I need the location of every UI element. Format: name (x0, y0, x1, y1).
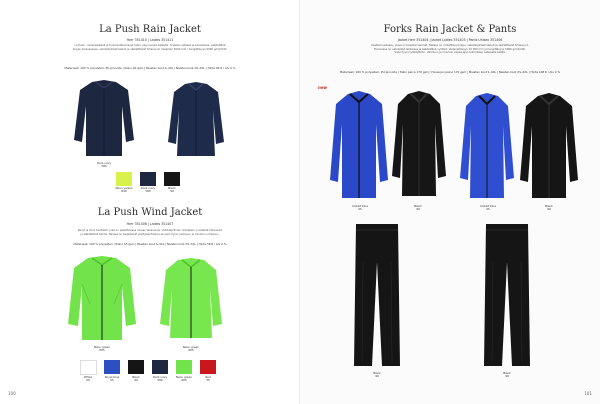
forks-jacket-black-men-image (518, 92, 580, 202)
forks-pants-caption: Black 99 (373, 371, 381, 379)
swatch-white[interactable] (80, 360, 97, 375)
swatch-label: Dark navy 580 (140, 186, 156, 194)
forks-material: Materiaali: 100 % polyesteri, PU-pinnoite | Takin paino 170 gsm | Housujen paino 170 gsm | Miesten koot S–4XL | Naisten koot XS–XXL | Hinta 108 € / Alv 0 % (339, 70, 561, 74)
swatch-dark-navy[interactable] (152, 360, 168, 374)
desc-line: La Push - vedenkestävä ja tuulenpitävä kevyt takki, joka suojaa sateelta. Tuuletus selässä ja kainaloissa, säädettävä (74, 44, 226, 47)
forks-jacket-black-ladies-image (390, 90, 448, 202)
page-number-left: 100 (8, 391, 16, 396)
push-wind-jacket-ladies-image (158, 256, 224, 342)
forks-jacket-caption: Black 99 (545, 204, 553, 212)
desc-line: Housuissa on vetoketjut lahkeissa ja säädettävä vyötärö. Vedenpitävyys 10 000 mm ja hengittävyys 5000 g/m2/24h. (374, 47, 526, 51)
desc-line: Sopii hyvin työkäyttöön, ulkoiluun ja muuhun vapaa-ajan toimintaan sateisella säällä. (394, 51, 506, 55)
push-rain-description (20, 44, 280, 51)
forks-jacket-caption: Black 99 (414, 204, 422, 212)
swatch-black[interactable] (164, 172, 180, 186)
desc-line: ja säädettävä helma. Takissa on heijastavat yksityiskohdat ja se sopii hyvin juoksuun ja muuhun urheiluun. (80, 232, 220, 236)
push-rain-meta: Herr 351410 | Ladies 351411 (126, 38, 174, 42)
push-wind-men-caption: Neon green 605 (93, 345, 111, 353)
forks-description (320, 44, 580, 55)
right-page (300, 0, 600, 404)
swatch-label: Royal blue 55 (104, 375, 120, 383)
swatch-label: Neon green 605 (175, 375, 193, 383)
push-rain-jacket-men-image (72, 78, 136, 160)
push-wind-material: Materiaali: 100 % polyesteri | Paino 65 gsm | Miesten koot S–4XL | Naisten koot XS–XXL | Hinta 58 € / Alv 0 % (73, 242, 227, 246)
desc-line: Kevyt ja ohut tuulitakki, joka on pakattavissa omaan taskuunsa. Vetoketjullinen rintatasku, joustavat hihansuut (77, 229, 223, 232)
swatch-neon-green[interactable] (176, 360, 192, 374)
forks-jacket-caption: Cobalt blue 55 (352, 204, 368, 212)
push-rain-material: Materiaali: 100 % polyesteri, PU-pinnoite | Paino 90 gsm | Miesten koot S–4XL | Naisten koot XS–XXL | Hinta 84 € / Alv 0 % (64, 66, 236, 70)
forks-pants-2-image (482, 222, 532, 368)
swatch-neon-yellow[interactable] (116, 172, 132, 186)
push-wind-description (20, 229, 280, 236)
push-wind-jacket-men-image (66, 254, 138, 344)
push-rain-jacket-ladies-image (166, 80, 226, 160)
push-rain-title: La Push Rain Jacket (99, 24, 201, 35)
new-badge: new (318, 85, 328, 90)
swatch-label: Black 99 (132, 375, 140, 383)
forks-pants-1-image (352, 222, 402, 368)
swatch-label: Red 35 (205, 375, 211, 383)
swatch-red[interactable] (200, 360, 216, 374)
desc-line: huppu kauluksessa, vetoketjulliset taskut ja säädettävät hihansuut. Vesipilari 5000 mm / hengittävyys 5000 g/m2/24h. (72, 47, 228, 51)
forks-title: Forks Rain Jacket & Pants (383, 24, 517, 35)
forks-jacket-cobalt-men-image (328, 90, 390, 202)
swatch-royal-blue[interactable] (104, 360, 120, 374)
forks-jacket-cobalt-ladies-image (458, 92, 516, 202)
swatch-black[interactable] (128, 360, 144, 374)
push-wind-title: La Push Wind Jacket (97, 207, 203, 218)
desc-line: Kestävä sadeasu, jossa on teipatut saumat. Takissa on irrotettava huppu, vetoketjulliset taskut ja säädettävät hihansuut. (371, 44, 529, 47)
swatch-label: White 00 (83, 375, 93, 383)
push-wind-meta: Herr 351406 | Ladies 351407 (126, 222, 174, 226)
swatch-label: Dark navy 580 (152, 375, 168, 383)
forks-jacket-caption: Cobalt blue 55 (480, 204, 496, 212)
push-wind-ladies-caption: Neon green 605 (182, 345, 200, 353)
forks-pants-caption: Black 99 (503, 371, 511, 379)
push-rain-men-caption: Dark navy 580 (96, 161, 112, 169)
page-number-right: 101 (584, 391, 592, 396)
forks-meta: Jacket Herr 351404 | Jacket Ladies 351405 | Pants Unisex 351406 (397, 38, 503, 42)
swatch-label: Neon yellow 640 (115, 186, 133, 194)
swatch-label: Black 99 (168, 186, 176, 194)
swatch-dark-navy[interactable] (140, 172, 156, 186)
